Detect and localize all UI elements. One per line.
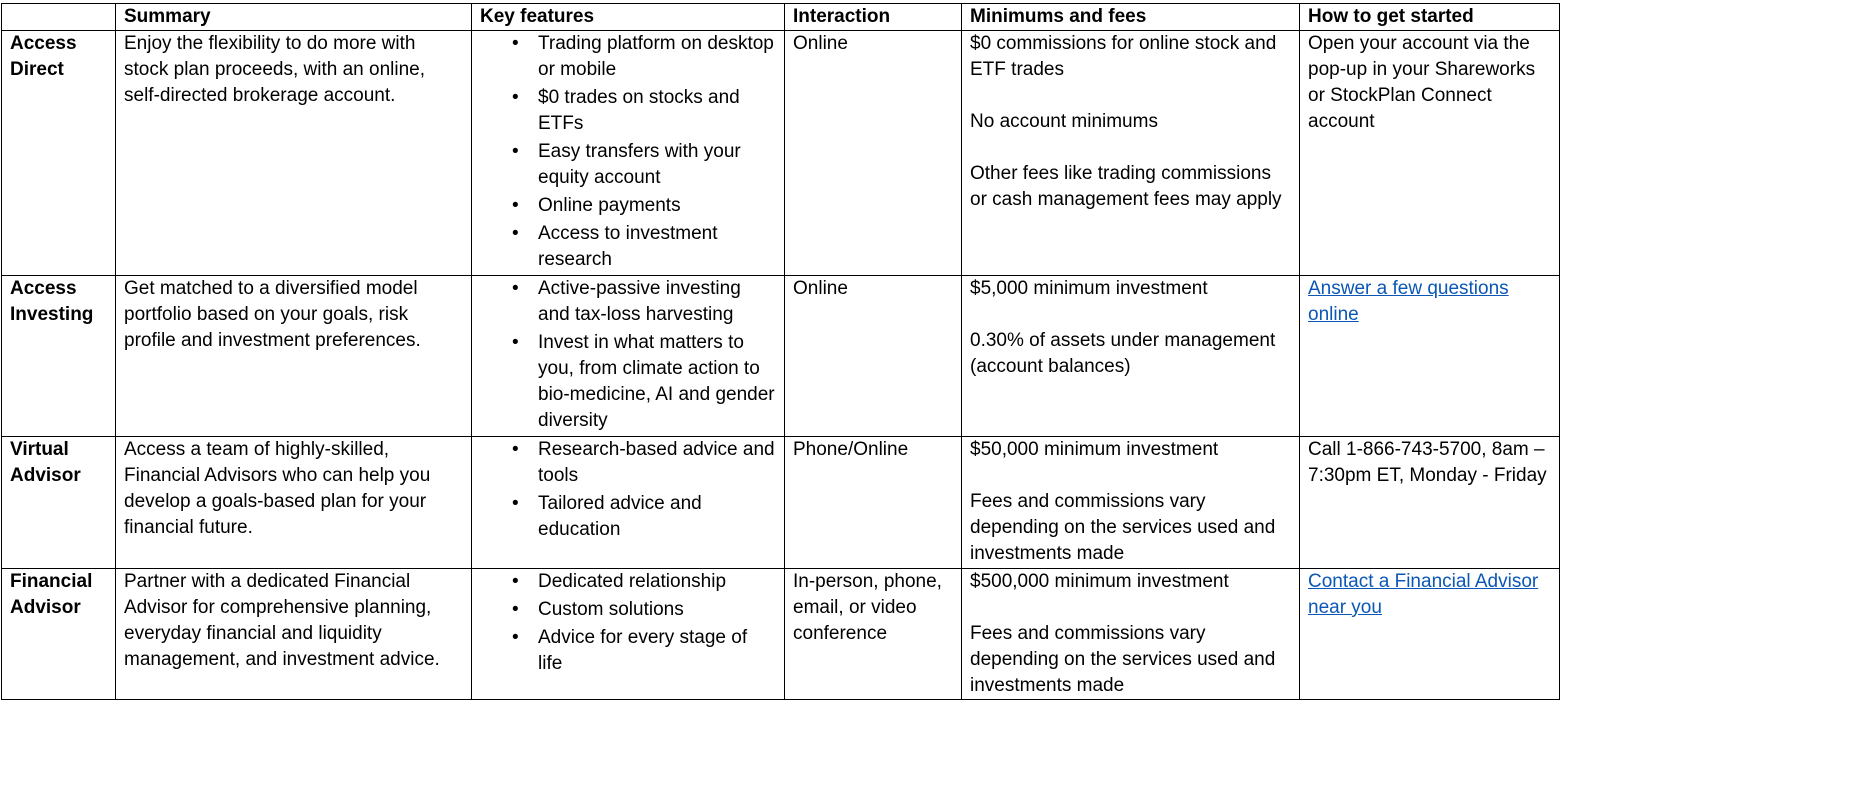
fees-cell xyxy=(962,31,1300,276)
fee-line: $500,000 minimum investment xyxy=(970,571,1229,592)
summary-cell: Get matched to a diversified model portfolio based on your goals, risk profile and investment preferences. xyxy=(116,276,472,437)
interaction-cell: Online xyxy=(785,31,962,276)
answer-questions-link[interactable]: Answer a few questions online xyxy=(1308,278,1509,325)
summary-cell: Enjoy the flexibility to do more with stock plan proceeds, with an online, self-directed brokerage account. xyxy=(116,31,472,276)
header-interaction: Interaction xyxy=(785,4,962,31)
table-row-access-direct xyxy=(2,31,1560,276)
fee-line: $50,000 minimum investment xyxy=(970,439,1219,460)
feature-item: • Advice for every stage of life xyxy=(538,625,776,677)
feature-item: • Tailored advice and education xyxy=(538,491,776,543)
fee-line: Fees and commissions vary depending on the services used and investments made xyxy=(970,491,1276,564)
feature-item: • Custom solutions xyxy=(538,597,776,623)
fee-line: Fees and commissions vary depending on the services used and investments made xyxy=(970,623,1276,696)
product-name: Financial Advisor xyxy=(2,569,116,700)
feature-item: • Research-based advice and tools xyxy=(538,437,776,489)
header-key-features: Key features xyxy=(472,4,785,31)
features-cell xyxy=(472,276,785,437)
features-cell xyxy=(472,31,785,276)
features-list xyxy=(480,276,776,434)
product-name: Virtual Advisor xyxy=(2,437,116,569)
fee-line: $0 commissions for online stock and ETF trades xyxy=(970,33,1277,80)
features-list xyxy=(480,31,776,273)
feature-item: • Trading platform on desktop or mobile xyxy=(538,31,776,83)
table-row-financial-advisor xyxy=(2,569,1560,700)
feature-item: • Active-passive investing and tax-loss harvesting xyxy=(538,276,776,328)
features-list xyxy=(480,569,776,677)
features-cell xyxy=(472,437,785,569)
feature-item: • Access to investment research xyxy=(538,221,776,273)
fees-cell xyxy=(962,569,1300,700)
interaction-cell: Online xyxy=(785,276,962,437)
header-product xyxy=(2,4,116,31)
contact-advisor-link[interactable]: Contact a Financial Advisor near you xyxy=(1308,571,1539,618)
comparison-table-wrapper xyxy=(1,3,1560,700)
feature-item: • Online payments xyxy=(538,193,776,219)
header-summary: Summary xyxy=(116,4,472,31)
get-started-cell: Call 1-866-743-5700, 8am – 7:30pm ET, Monday - Friday xyxy=(1300,437,1560,569)
fee-line: Other fees like trading commissions or cash management fees may apply xyxy=(970,163,1282,210)
get-started-cell xyxy=(1300,276,1560,437)
summary-cell: Access a team of highly-skilled, Financial Advisors who can help you develop a goals-based plan for your financial future. xyxy=(116,437,472,569)
header-how-to-start: How to get started xyxy=(1300,4,1560,31)
feature-item: • Easy transfers with your equity account xyxy=(538,139,776,191)
product-name: Access Direct xyxy=(2,31,116,276)
product-name: Access Investing xyxy=(2,276,116,437)
fee-line: $5,000 minimum investment xyxy=(970,278,1208,299)
fee-line: 0.30% of assets under management (account balances) xyxy=(970,330,1276,377)
feature-item: • $0 trades on stocks and ETFs xyxy=(538,85,776,137)
get-started-cell xyxy=(1300,569,1560,700)
table-row-virtual-advisor xyxy=(2,437,1560,569)
header-minimums-fees: Minimums and fees xyxy=(962,4,1300,31)
features-cell xyxy=(472,569,785,700)
fee-line: No account minimums xyxy=(970,111,1158,132)
fees-cell xyxy=(962,276,1300,437)
get-started-cell: Open your account via the pop-up in your Shareworks or StockPlan Connect account xyxy=(1300,31,1560,276)
table-row-access-investing xyxy=(2,276,1560,437)
header-row xyxy=(2,4,1560,31)
feature-item: • Dedicated relationship xyxy=(538,569,776,595)
interaction-cell: In-person, phone, email, or video conference xyxy=(785,569,962,700)
summary-cell: Partner with a dedicated Financial Advisor for comprehensive planning, everyday financial and liquidity management, and investment advice. xyxy=(116,569,472,700)
feature-item: • Invest in what matters to you, from climate action to bio-medicine, AI and gender diversity xyxy=(538,330,776,434)
interaction-cell: Phone/Online xyxy=(785,437,962,569)
account-comparison-table xyxy=(1,3,1560,700)
features-list xyxy=(480,437,776,543)
fees-cell xyxy=(962,437,1300,569)
